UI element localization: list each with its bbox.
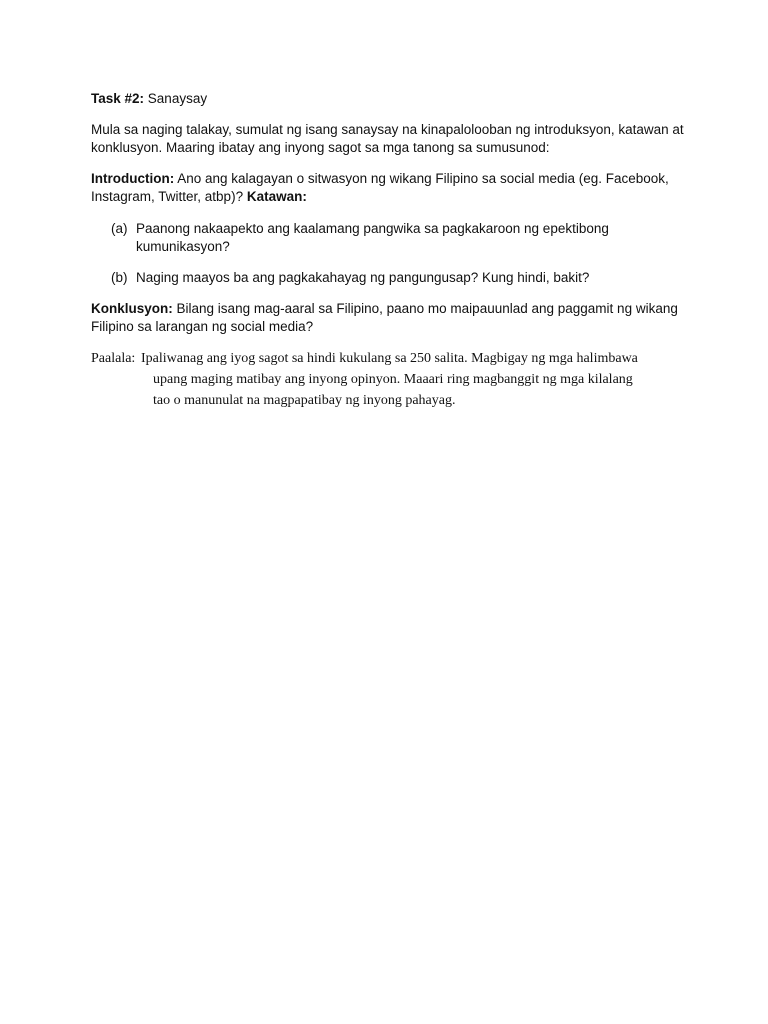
list-item-a	[91, 220, 691, 256]
task-label: Task #2:	[91, 91, 145, 106]
konklusyon-text: Bilang isang mag-aaral sa Filipino, paano mo maipauunlad ang paggamit ng wikang Filipino sa larangan ng social media?	[91, 301, 678, 334]
introduction-text: Ano ang kalagayan o sitwasyon ng wikang Filipino sa social media (eg. Facebook, Instagram, Twitter, atbp)?	[91, 171, 669, 204]
katawan-label: Katawan:	[246, 189, 307, 204]
list-item-a-text: Paanong nakaapekto ang kaalamang pangwika sa pagkakaroon ng epektibong kumunikasyon?	[136, 221, 609, 254]
paalala-line-1: Ipaliwanag ang iyog sagot sa hindi kukulang sa 250 salita. Magbigay ng mga halimbawa	[141, 351, 638, 366]
document-page	[91, 90, 691, 411]
konklusyon-label: Konklusyon:	[91, 301, 173, 316]
introduction-label: Introduction:	[91, 171, 175, 186]
list-item-b-text: Naging maayos ba ang pagkakahayag ng pangungusap? Kung hindi, bakit?	[136, 270, 590, 285]
paalala-note	[91, 348, 693, 411]
paalala-line-2: upang maging matibay ang inyong opinyon. Maaari ring magbanggit ng mga kilalang	[153, 372, 633, 387]
list-marker-b: (b)	[111, 270, 128, 285]
introduction-paragraph	[91, 170, 691, 206]
paalala-label: Paalala:	[91, 351, 136, 366]
intro-paragraph: Mula sa naging talakay, sumulat ng isang sanaysay na kinapalolooban ng introduksyon, katawan at konklusyon. Maaring ibatay ang inyong sagot sa mga tanong sa sumusunod:	[91, 122, 684, 155]
task-heading	[91, 90, 691, 108]
list-marker-a: (a)	[111, 221, 128, 236]
paalala-line-3: tao o manunulat na magpapatibay ng inyong pahayag.	[153, 393, 456, 408]
task-title: Sanaysay	[147, 91, 208, 106]
konklusyon-paragraph	[91, 300, 691, 336]
list-item-b	[91, 269, 691, 287]
